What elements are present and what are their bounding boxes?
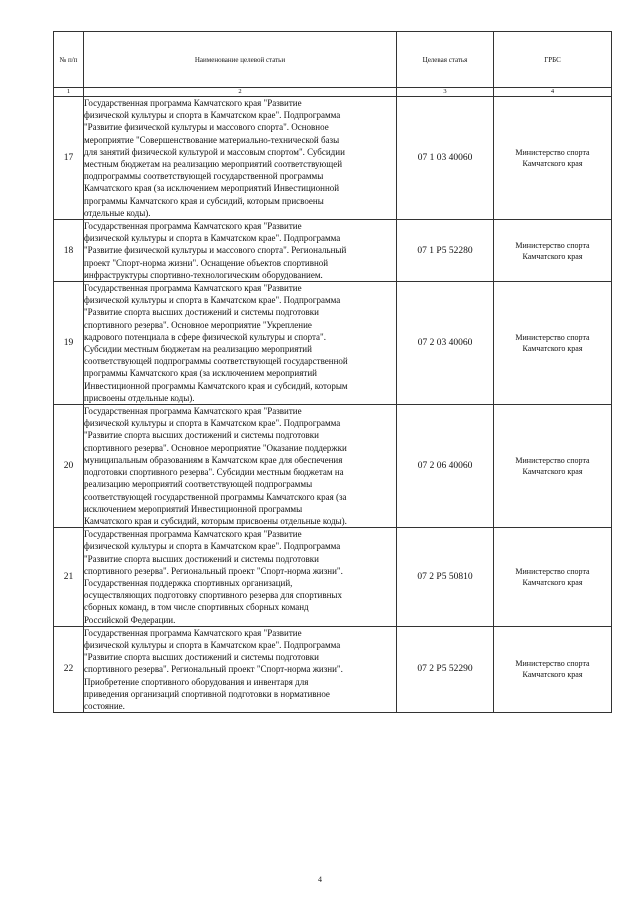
row-grbs: Министерство спорта Камчатского края [494,528,612,627]
target-articles-table [53,31,612,713]
column-number: 3 [397,88,494,97]
row-description: Государственная программа Камчатского края "Развитие физической культуры и спорта в Камчатском крае". Подпрограмма "Развитие спорта высших достижений и системы подготовки спортивного резерва". Региональный проект "Спорт-норма жизни". Приобретение спортивного оборудования и инвентаря для приведения организаций спортивной подготовки в нормативное состояние. [84,626,397,712]
row-grbs: Министерство спорта Камчатского края [494,626,612,712]
row-description: Государственная программа Камчатского края "Развитие физической культуры и спорта в Камчатском крае". Подпрограмма "Развитие физической культуры и массового спорта". Региональный проект "Спорт-норма жизни". Оснащение объектов спортивной инфраструктуры спортивно-технологическим оборудованием. [84,220,397,282]
row-number: 21 [54,528,84,627]
row-number: 18 [54,220,84,282]
row-number: 17 [54,97,84,220]
column-number: 2 [84,88,397,97]
row-target-code: 07 2 06 40060 [397,405,494,528]
table-row [54,220,612,282]
row-target-code: 07 2 P5 50810 [397,528,494,627]
column-number: 4 [494,88,612,97]
table-row [54,626,612,712]
row-number: 19 [54,282,84,405]
row-target-code: 07 1 P5 52280 [397,220,494,282]
table-header-row [54,32,612,88]
table-row [54,528,612,627]
table-row [54,405,612,528]
column-numbers-row [54,88,612,97]
header-grbs: ГРБС [494,32,612,88]
row-target-code: 07 2 P5 52290 [397,626,494,712]
row-number: 22 [54,626,84,712]
row-description: Государственная программа Камчатского края "Развитие физической культуры и спорта в Камчатском крае". Подпрограмма "Развитие спорта высших достижений и системы подготовки спортивного резерва". Региональный проект "Спорт-норма жизни". Государственная поддержка спортивных организаций, осуществляющих подготовку спортивного резерва для спортивных сборных команд, в том числе спортивных сборных команд Российской Федерации. [84,528,397,627]
row-description: Государственная программа Камчатского края "Развитие физической культуры и спорта в Камчатском крае". Подпрограмма "Развитие спорта высших достижений и системы подготовки спортивного резерва". Основное мероприятие "Оказание поддержки муниципальным образованиям в Камчатском крае для обеспечения подготовки спортивного резерва". Субсидии местным бюджетам на реализацию мероприятий соответствующей подпрограммы соответствующей государственной программы Камчатского края (за исключением мероприятий Инвестиционной программы Камчатского края и субсидий, которым присвоены отдельные коды). [84,405,397,528]
page-number: 4 [318,875,322,884]
row-grbs: Министерство спорта Камчатского края [494,220,612,282]
header-num: № п/п [54,32,84,88]
row-grbs: Министерство спорта Камчатского края [494,405,612,528]
row-target-code: 07 2 03 40060 [397,282,494,405]
row-grbs: Министерство спорта Камчатского края [494,97,612,220]
header-name: Наименование целевой статьи [84,32,397,88]
row-description: Государственная программа Камчатского края "Развитие физической культуры и спорта в Камчатском крае". Подпрограмма "Развитие спорта высших достижений и системы подготовки спортивного резерва". Основное мероприятие "Укрепление кадрового потенциала в сфере физической культуры и спорта". Субсидии местным бюджетам на реализацию мероприятий соответствующей подпрограммы соответствующей государственной программы Камчатского края (за исключением мероприятий Инвестиционной программы Камчатского края и субсидий, которым присвоены отдельные коды). [84,282,397,405]
row-target-code: 07 1 03 40060 [397,97,494,220]
row-description: Государственная программа Камчатского края "Развитие физической культуры и спорта в Камчатском крае". Подпрограмма "Развитие физической культуры и массового спорта". Основное мероприятие "Совершенствование материально-технической базы для занятий физической культурой и массовым спортом". Субсидии местным бюджетам на реализацию мероприятий соответствующей подпрограммы соответствующей государственной программы Камчатского края (за исключением мероприятий Инвестиционной программы Камчатского края и субсидий, которым присвоены отдельные коды). [84,97,397,220]
row-number: 20 [54,405,84,528]
table-row [54,97,612,220]
table-row [54,282,612,405]
header-code: Целевая статья [397,32,494,88]
row-grbs: Министерство спорта Камчатского края [494,282,612,405]
column-number: 1 [54,88,84,97]
